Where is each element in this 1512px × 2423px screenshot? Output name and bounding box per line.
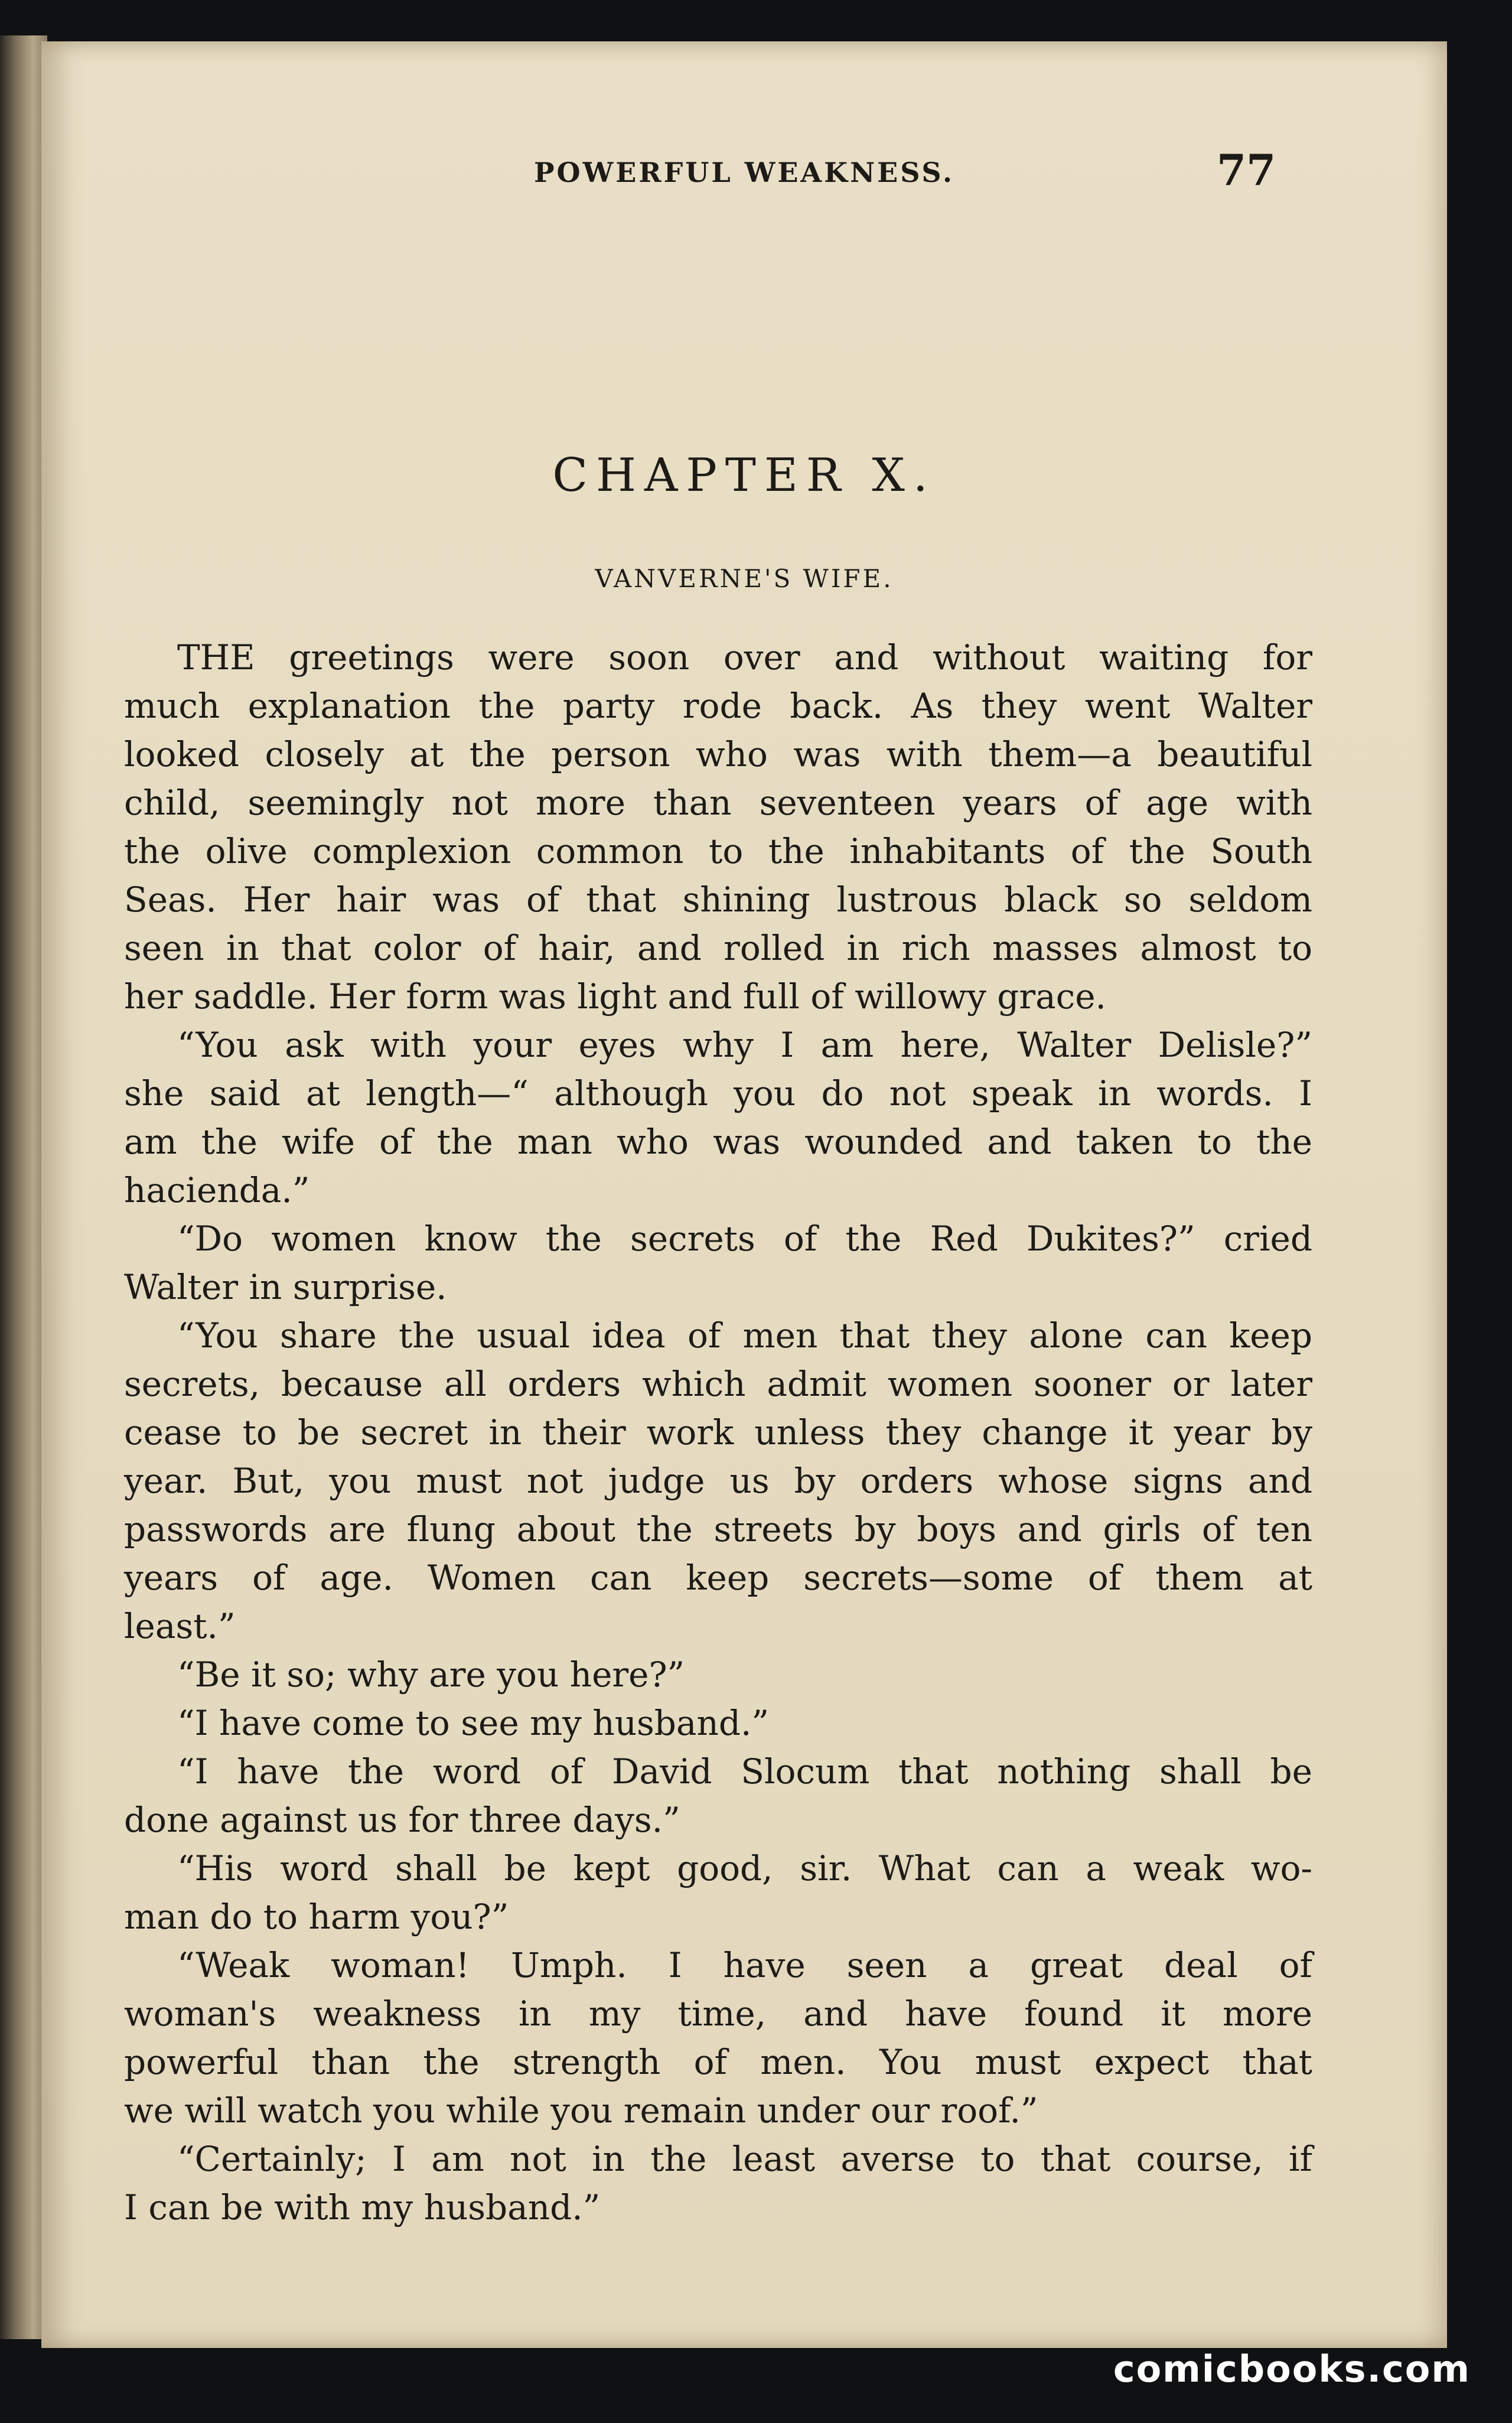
text-line: THE greetings were soon over and without waiting for xyxy=(177,637,1312,678)
running-head: POWERFUL WEAKNESS. xyxy=(533,157,955,188)
text-line: “I have the word of David Slocum that nothing shall be xyxy=(177,1751,1312,1792)
text-line: we will watch you while you remain under our roof.” xyxy=(124,2090,1038,2131)
text-line: “I have come to see my husband.” xyxy=(177,1703,770,1743)
text-line: years of age. Women can keep secrets—some of them at xyxy=(124,1558,1312,1598)
text-line: I can be with my husband.” xyxy=(124,2187,601,2227)
text-line: secrets, because all orders which admit women sooner or later xyxy=(124,1364,1312,1404)
text-line: am the wife of the man who was wounded and taken to the xyxy=(124,1122,1312,1162)
watermark: comicbooks.com xyxy=(1113,2347,1471,2391)
text-line: “Weak woman! Umph. I have seen a great deal of xyxy=(177,1945,1312,1985)
text-line: cease to be secret in their work unless they change it year by xyxy=(124,1412,1312,1453)
text-line: the olive complexion common to the inhabitants of the South xyxy=(124,831,1312,871)
text-line: seen in that color of hair, and rolled in rich masses almost to xyxy=(124,928,1312,968)
text-line: child, seemingly not more than seventeen years of age with xyxy=(124,783,1312,823)
text-line: passwords are flung about the streets by boys and girls of ten xyxy=(124,1509,1312,1549)
text-line: “His word shall be kept good, sir. What can a weak wo- xyxy=(177,1848,1312,1888)
text-line: looked closely at the person who was with them—a beautiful xyxy=(124,734,1312,774)
text-line: much explanation the party rode back. As they went Walter xyxy=(124,686,1312,726)
text-line: “Certainly; I am not in the least averse to that course, if xyxy=(177,2139,1312,2179)
book-page xyxy=(41,41,1447,2348)
text-line: least.” xyxy=(124,1606,236,1646)
text-line: “Do women know the secrets of the Red Dukites?” cried xyxy=(177,1219,1312,1259)
text-line: her saddle. Her form was light and full of willowy grace. xyxy=(124,976,1106,1017)
page-number: 77 xyxy=(1217,145,1276,195)
text-line: woman's weakness in my time, and have found it more xyxy=(124,1994,1312,2034)
text-line: Walter in surprise. xyxy=(124,1267,447,1307)
chapter-subtitle: VANVERNE'S WIFE. xyxy=(595,564,894,593)
text-line: “Be it so; why are you here?” xyxy=(177,1655,685,1695)
text-line: “You share the usual idea of men that they alone can keep xyxy=(177,1315,1312,1356)
text-line: powerful than the strength of men. You must expect that xyxy=(124,2042,1312,2082)
text-line: she said at length—“ although you do not speak in words. I xyxy=(124,1073,1312,1113)
text-line: done against us for three days.” xyxy=(124,1800,680,1840)
text-line: “You ask with your eyes why I am here, Walter Delisle?” xyxy=(177,1025,1312,1065)
left-page-edge xyxy=(0,35,47,2339)
text-line: hacienda.” xyxy=(124,1170,310,1210)
text-line: Seas. Her hair was of that shining lustrous black so seldom xyxy=(124,880,1312,920)
text-line: year. But, you must not judge us by orders whose signs and xyxy=(124,1461,1312,1501)
chapter-title: CHAPTER X. xyxy=(552,449,936,502)
body-text xyxy=(124,633,1312,2232)
text-line: man do to harm you?” xyxy=(124,1897,509,1937)
